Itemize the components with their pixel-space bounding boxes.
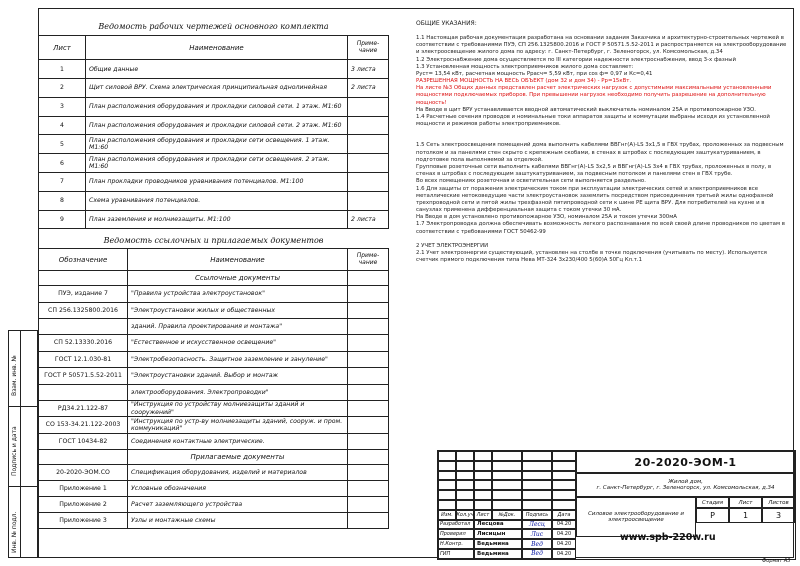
- reference-name: Узлы и монтажные схемы: [128, 513, 348, 529]
- note-2-1: 2.1 Учет электроэнергии существующий, установлен на столбе в точке подключения (учитывать по месту). Используется счетчик прямого подключения типа Нева МТ-324 3х230/400 5(60)А 50Гц Кл.т.1: [416, 250, 767, 264]
- revision-cell: [438, 500, 456, 510]
- stamp-label-signature: Подпись и дата: [11, 426, 18, 476]
- refs-table: [38, 248, 389, 529]
- reference-name: Расчет заземляющего устройства: [128, 497, 348, 513]
- reference-name: электрооборудования. Электропроводки": [128, 384, 348, 400]
- reference-row: [39, 351, 389, 367]
- revision-cell: [474, 490, 492, 500]
- signature: Вед: [522, 539, 552, 549]
- reference-row: [39, 400, 389, 416]
- drawing-sheet-number: 6: [39, 154, 86, 173]
- signature: Лесц: [522, 520, 552, 530]
- reference-name: Условные обозначения: [128, 481, 348, 497]
- sheet-label: Лист: [729, 497, 762, 508]
- role-label: ГИП: [438, 549, 474, 559]
- reference-row: [39, 335, 389, 351]
- revision-cell: [552, 500, 576, 510]
- section-attached-docs: [39, 450, 389, 465]
- col-code: Обозначение: [39, 249, 128, 271]
- reference-name: "Инструкция по устройству молниезащиты зданий и сооружений": [128, 400, 348, 416]
- reference-code: [39, 384, 128, 400]
- revision-col-header: №Док.: [492, 510, 522, 520]
- note-allowed-power: РАЗРЕШЕННАЯ МОЩНОСТЬ НА ВЕСЬ ОБЪЕКТ (дом 32 и дом 34) - Рр=15кВт.: [416, 78, 632, 85]
- role-label: Разработал: [438, 520, 474, 530]
- drawing-sheet-number: 3: [39, 97, 86, 116]
- revision-cell: [456, 500, 474, 510]
- reference-note: [348, 302, 389, 318]
- revision-col-header: Лист: [474, 510, 492, 520]
- note-1-2: 1.2 Электроснабжение дома осуществляется по III категории надежности электроснабжения, ввод 3-х фазный: [416, 56, 737, 63]
- revision-cell: [492, 490, 522, 500]
- drawing-name: План расположения оборудования и прокладки силовой сети. 1 этаж. М1:60: [86, 97, 348, 116]
- drawing-row: [39, 78, 389, 97]
- note-1-4: 1.4 Расчетные сечения проводов и номинальные токи аппаратов защиты и коммутации выбраны исходя из установленной мощности и режимов работы электроприемников.: [416, 114, 770, 128]
- section-attached-docs-label: Прилагаемые документы: [128, 450, 348, 465]
- role-label: Проверил: [438, 529, 474, 539]
- document-code: 20-2020-ЭОМ-1: [576, 451, 795, 473]
- reference-note: [348, 400, 389, 416]
- sign-date: 04.20: [552, 549, 576, 559]
- reference-name: "Инструкция по устр-ву молниезащиты зданий, сооруж. и пром. коммуникаций": [128, 417, 348, 433]
- note-section-2: 2 УЧЕТ ЭЛЕКТРОЭНЕРГИИ: [416, 242, 489, 249]
- reference-note: [348, 335, 389, 351]
- revision-cell: [456, 451, 474, 461]
- stage-value: Р: [696, 508, 729, 523]
- drawing-name: План заземления и молниезащиты. М1:100: [86, 210, 348, 229]
- revision-cell: [492, 480, 522, 490]
- note-1-1: 1.1 Настоящая рабочая документация разработана на основании задания Заказчика и архитектурно-строительных чертежей в соответствии с требованиями ПУЭ, СП 256.1325800.2016 и ГОСТ Р 50571.5.52-2011 и распространяется на электрооборудование и электроосвещение жилого дома по адресу: г. Санкт-Петербург, г. Зеленогорск, ул. Комсомольская, д.34: [416, 34, 787, 56]
- object-title: [576, 473, 795, 497]
- drawing-sheet-number: 9: [39, 210, 86, 229]
- note-power: Руст= 13,54 кВт, расчетная мощность Ррасч= 5,59 кВт, при cos ф= 0,97 и Кс=0,41: [416, 70, 653, 77]
- reference-note: [348, 286, 389, 302]
- reference-row: [39, 318, 389, 334]
- reference-name: Соединения контактные электрические.: [128, 433, 348, 449]
- reference-row: [39, 513, 389, 529]
- revision-cell: [474, 480, 492, 490]
- person-name: Лесцова: [474, 520, 522, 530]
- reference-note: [348, 465, 389, 481]
- revision-cell: [492, 461, 522, 471]
- revision-cell: [492, 500, 522, 510]
- reference-code: ПУЭ, издание 7: [39, 286, 128, 302]
- reference-row: [39, 368, 389, 384]
- drawing-row: [39, 97, 389, 116]
- revision-cell: [522, 480, 552, 490]
- drawing-row: [39, 191, 389, 210]
- reference-code: 20-2020-ЭОМ.СО: [39, 465, 128, 481]
- website-link[interactable]: www.spb-220w.ru: [620, 532, 716, 543]
- col-note: Приме- чание: [348, 36, 389, 60]
- reference-row: [39, 481, 389, 497]
- reference-note: [348, 417, 389, 433]
- refs-list-title: Ведомость ссылочных и прилагаемых документов: [103, 236, 324, 245]
- note-1-3: 1.3 Установленная мощность электроприемников жилого дома составляет:: [416, 63, 634, 70]
- stamp-label-replace: Взам. инв. №: [11, 355, 18, 396]
- revision-cell: [552, 490, 576, 500]
- revision-cell: [522, 490, 552, 500]
- refs-list: [38, 236, 389, 529]
- revision-cell: [522, 471, 552, 481]
- drawing-note: [348, 116, 389, 135]
- reference-name: "Естественное и искусственное освещение": [128, 335, 348, 351]
- revision-cell: [456, 471, 474, 481]
- reference-note: [348, 513, 389, 529]
- revision-cell: [552, 461, 576, 471]
- drawing-sheet-number: 1: [39, 60, 86, 79]
- role-label: Н.Контр.: [438, 539, 474, 549]
- revision-cell: [438, 461, 456, 471]
- note-sockets: Групповые розеточные сети выполнить кабелями ВВГнг(А)-LS 3х2,5 и ВВГнг(А)-LS 3х4 в ГВХ трубах, проложенных в полу, в стенах в штробах с последующим заштукатуриванием, за подвесным потолком и панелями стен в ГВХ трубе.: [416, 163, 772, 178]
- reference-note: [348, 368, 389, 384]
- reference-row: [39, 433, 389, 449]
- reference-note: [348, 481, 389, 497]
- drawing-row: [39, 135, 389, 154]
- reference-note: [348, 497, 389, 513]
- reference-row: [39, 417, 389, 433]
- drawing-row: [39, 60, 389, 79]
- left-approval-stamp: [8, 330, 38, 558]
- reference-code: [39, 318, 128, 334]
- drawing-sheet-number: 4: [39, 116, 86, 135]
- drawing-note: 3 листа: [348, 60, 389, 79]
- person-name: Ведьмина: [474, 549, 522, 559]
- reference-code: ГОСТ 12.1.030-81: [39, 351, 128, 367]
- reference-row: [39, 465, 389, 481]
- reference-code: Приложение 2: [39, 497, 128, 513]
- object-name: Жилой дом,: [668, 479, 703, 485]
- drawing-sheet-number: 2: [39, 78, 86, 97]
- revision-cell: [438, 480, 456, 490]
- sign-date: 04.20: [552, 520, 576, 530]
- sheets-label: Листов: [762, 497, 795, 508]
- col-sheet: Лист: [39, 36, 86, 60]
- general-notes: [416, 20, 788, 264]
- drawing-name: План расположения оборудования и прокладки силовой сети. 2 этаж. М1:60: [86, 116, 348, 135]
- col-name: Наименование: [86, 36, 348, 60]
- reference-code: СП 256.1325800.2016: [39, 302, 128, 318]
- reference-row: [39, 497, 389, 513]
- sign-date: 04.20: [552, 529, 576, 539]
- reference-note: [348, 351, 389, 367]
- revision-cell: [474, 451, 492, 461]
- signature: Вед: [522, 549, 552, 559]
- sign-date: 04.20: [552, 539, 576, 549]
- drawings-list-title: Ведомость рабочих чертежей основного комплекта: [98, 22, 329, 31]
- reference-row: [39, 286, 389, 302]
- revision-col-header: Кол.уч: [456, 511, 474, 518]
- section-reference-docs-label: Ссылочные документы: [128, 271, 348, 286]
- drawing-row: [39, 116, 389, 135]
- person-name: Ведьмина: [474, 539, 522, 549]
- revision-cell: [456, 490, 474, 500]
- reference-note: [348, 384, 389, 400]
- person-name: Лисицын: [474, 529, 522, 539]
- reference-row: [39, 302, 389, 318]
- reference-row: [39, 384, 389, 400]
- drawing-name: План прокладки проводников уравнивания потенциалов. М1:100: [86, 172, 348, 191]
- reference-note: [348, 318, 389, 334]
- revision-cell: [438, 490, 456, 500]
- drawing-name: Общие данные: [86, 60, 348, 79]
- revision-col-header: Подпись: [522, 510, 552, 520]
- col-ref-note: Приме- чание: [348, 249, 389, 271]
- revision-cell: [552, 471, 576, 481]
- drawing-note: [348, 97, 389, 116]
- note-1-7: 1.7 Электропроводка должна обеспечивать возможность легкого распознавания по всей своей длине проводников по цветам в соответствии с требованиями ГОСТ 50462-99: [416, 221, 785, 235]
- drawing-row: [39, 154, 389, 173]
- drawing-note: 2 листа: [348, 210, 389, 229]
- drawing-name: Схема уравнивания потенциалов.: [86, 191, 348, 210]
- drawing-note: [348, 154, 389, 173]
- note-rcd: На Вводе в дом установлено противопожарное УЗО, номиналом 25А и током утечки 300мА: [416, 214, 677, 221]
- revision-col-header: Изм.: [438, 510, 456, 520]
- note-1-6: 1.6 Для защиты от поражения электрическим током при эксплуатации электрических сетей и электроприемников все металлические нетоковедущие части электроустановок заземлить посредством присоединения третьей жилы однофазной трехпроводной сети и пятой жилы трехфазной пятипроводной сети к шине PE щита ВРУ. Для потребителей на кухне и в санузлах применена дифференциальная защита с током утечки 30 мА.: [416, 185, 774, 214]
- note-1-5: 1.5 Сеть электроосвещения помещений дома выполнить кабелями ВВГнг(А)-LS 3х1,5 в ГВХ трубах, проложенных за подвесным потолком и за панелями стен скрыто с крепежным скобами, в стенах в штробах с последующим заштукатуриванием, в подготовке пола выполняемой за отделкой.: [416, 142, 784, 163]
- col-ref-name: Наименование: [128, 249, 348, 271]
- reference-name: Спецификация оборудования, изделий и материалов: [128, 465, 348, 481]
- revision-cell: [474, 471, 492, 481]
- drawing-sheet-number: 5: [39, 135, 86, 154]
- drawing-row: [39, 210, 389, 229]
- revision-cell: [456, 461, 474, 471]
- reference-code: Приложение 1: [39, 481, 128, 497]
- revision-cell: [492, 471, 522, 481]
- drawing-row: [39, 172, 389, 191]
- reference-code: Приложение 3: [39, 513, 128, 529]
- drawing-sheet-number: 7: [39, 172, 86, 191]
- revision-cell: [552, 451, 576, 461]
- revision-cell: [522, 500, 552, 510]
- stamp-label-inventory: Инв. № подл.: [11, 511, 18, 553]
- sheets-value: 3: [762, 508, 795, 523]
- format-label: Формат А3: [762, 558, 791, 564]
- drawing-note: [348, 191, 389, 210]
- drawings-list: [38, 22, 389, 229]
- drawings-table: [38, 35, 389, 229]
- section-reference-docs: [39, 271, 389, 286]
- reference-name: "Правила устройства электроустановок": [128, 286, 348, 302]
- signature: Лис: [522, 529, 552, 539]
- notes-heading: ОБЩИЕ УКАЗАНИЯ:: [416, 20, 477, 27]
- note-warning: На листе №3 Общих данных представлен расчет электрических нагрузок с допустимыми максимальными установленными мощностями подключаемых приборов. При превышении нагрузок необходимо получить разрешение на дополнительную мощность!: [416, 85, 772, 106]
- object-address: г. Санкт-Петербург, г. Зеленогорск, ул. Комсомольская, д.34: [596, 485, 775, 491]
- revision-cell: [456, 480, 474, 490]
- reference-name: "Электробезопасность. Защитное заземление и зануление": [128, 351, 348, 367]
- drawing-note: [348, 172, 389, 191]
- reference-name: "Электроустановки зданий. Выбор и монтаж: [128, 368, 348, 384]
- reference-code: СО 153-34.21.122-2003: [39, 417, 128, 433]
- stage-label: Стадия: [696, 497, 729, 508]
- revision-cell: [552, 480, 576, 490]
- sheet-title: Силовое электрооборудование и электроосвещение: [576, 497, 696, 537]
- revision-col-header: Дата: [552, 510, 576, 520]
- revision-cell: [438, 471, 456, 481]
- drawing-name: План расположения оборудования и прокладки сети освещения. 1 этаж. М1:60: [86, 135, 348, 154]
- drawing-sheet-number: 8: [39, 191, 86, 210]
- title-block: [437, 450, 796, 560]
- reference-code: ГОСТ Р 50571.5.52-2011: [39, 368, 128, 384]
- revision-cell: [522, 451, 552, 461]
- revision-cell: [474, 461, 492, 471]
- reference-name: зданий. Правила проектирования и монтажа": [128, 318, 348, 334]
- revision-cell: [474, 500, 492, 510]
- drawing-note: 2 листа: [348, 78, 389, 97]
- revision-cell: [522, 461, 552, 471]
- sheet-value: 1: [729, 508, 762, 523]
- reference-code: РД34.21.122-87: [39, 400, 128, 416]
- drawing-name: Щит силовой ВРУ. Схема электрическая принципиальная однолинейная: [86, 78, 348, 97]
- drawing-name: План расположения оборудования и прокладки сети освещения. 2 этаж. М1:60: [86, 154, 348, 173]
- note-input-breaker: На Вводе в щит ВРУ устанавливается вводной автоматический выключатель номиналом 25А и противопожарное УЗО.: [416, 106, 756, 113]
- reference-name: "Электроустановки жилых и общественных: [128, 302, 348, 318]
- reference-code: ГОСТ 10434-82: [39, 433, 128, 449]
- revision-cell: [438, 451, 456, 461]
- revision-cell: [492, 451, 522, 461]
- reference-code: СП 52.13330.2016: [39, 335, 128, 351]
- drawing-note: [348, 135, 389, 154]
- reference-note: [348, 433, 389, 449]
- note-separate: Во всех помещениях розеточная и осветительная сети выполняется раздельно.: [416, 178, 646, 185]
